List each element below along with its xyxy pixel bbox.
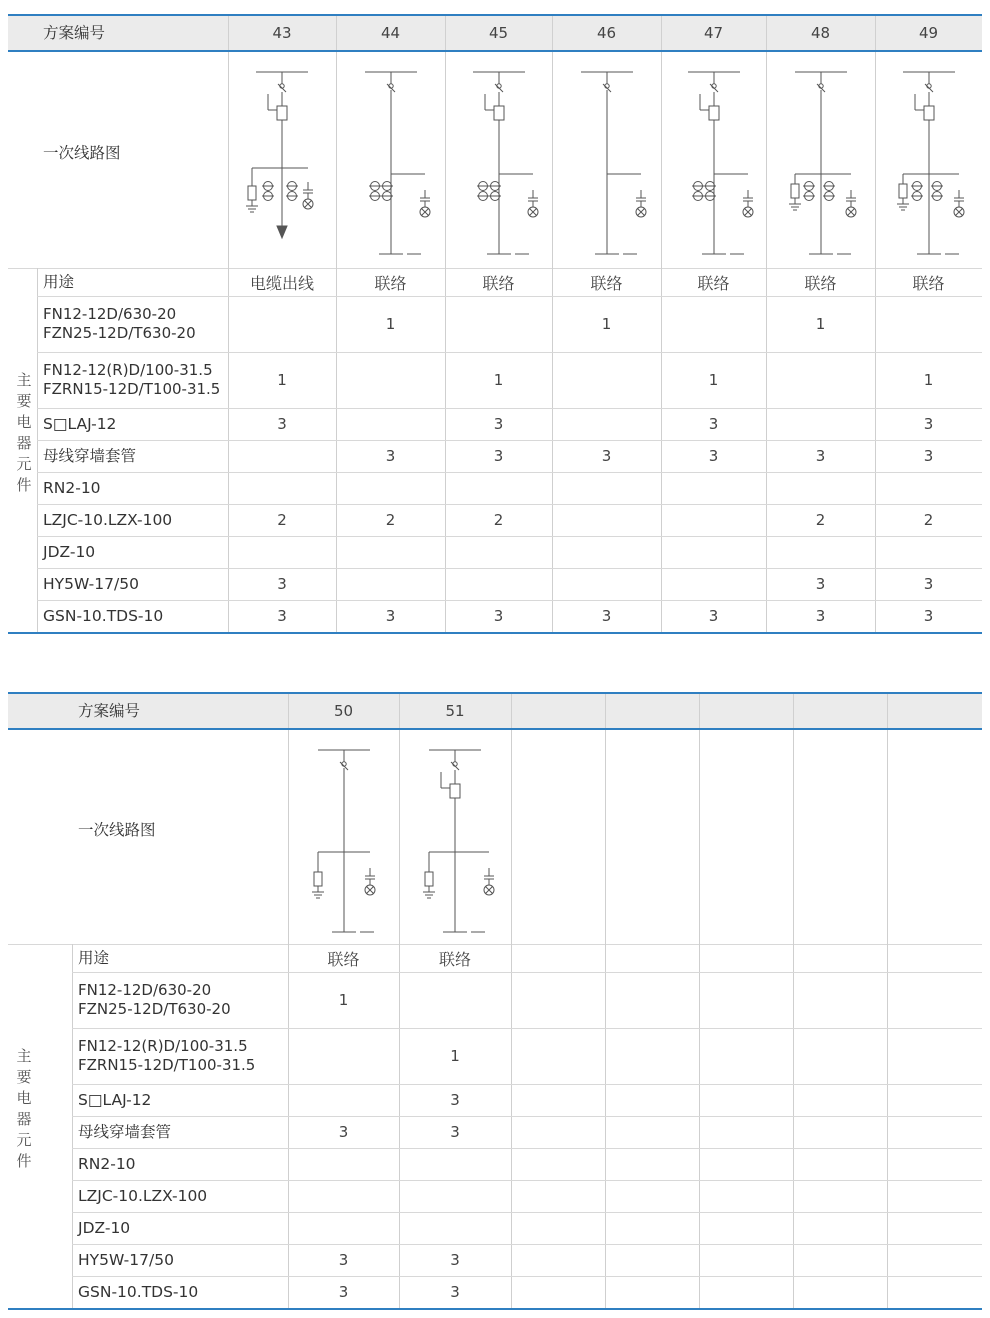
component-label-line: HY5W-17/50 (43, 574, 139, 593)
quantity-cell (699, 972, 793, 1028)
quantity-cell (288, 1180, 399, 1212)
quantity-cell (511, 1116, 605, 1148)
quantity-cell (887, 1180, 982, 1212)
quantity-cell: 3 (493, 415, 504, 433)
quantity-cell (288, 1084, 399, 1116)
quantity-cell (552, 536, 661, 568)
quantity-cell (605, 1212, 699, 1244)
quantity-cell (887, 1212, 982, 1244)
quantity-cell: 3 (815, 447, 826, 465)
component-label (78, 1028, 255, 1084)
quantity-cell: 3 (450, 1091, 460, 1109)
usage-cell (793, 944, 887, 972)
quantity-cell: 2 (815, 511, 826, 529)
quantity-cell: 3 (923, 415, 934, 433)
quantity-cell (445, 296, 552, 352)
quantity-cell (875, 536, 982, 568)
component-label-line: 用途 (43, 272, 75, 291)
quantity-cell (552, 568, 661, 600)
quantity-cell (699, 1116, 793, 1148)
component-label (43, 296, 196, 352)
quantity-cell: 1 (708, 371, 719, 389)
single-line-diagram-45 (444, 66, 554, 266)
component-label (43, 536, 95, 568)
quantity-cell: 3 (923, 607, 934, 625)
scheme-number-51: 51 (445, 702, 465, 720)
component-label-line: LZJC-10.LZX-100 (43, 510, 173, 529)
quantity-cell (699, 1084, 793, 1116)
quantity-cell: 1 (450, 1047, 460, 1065)
header-column-divider (288, 694, 289, 728)
quantity-cell: 3 (708, 415, 719, 433)
header-column-divider (605, 694, 606, 728)
component-label-line: 母线穿墙套管 (78, 1122, 172, 1141)
scheme-number-empty (793, 694, 887, 728)
scheme-number-label-text: 方案编号 (78, 701, 141, 720)
quantity-cell: 3 (277, 607, 287, 625)
scheme-number-empty (511, 694, 605, 728)
component-label (78, 1084, 151, 1116)
quantity-cell (605, 1180, 699, 1212)
quantity-cell (511, 1276, 605, 1308)
group-label-char: 元 (16, 455, 32, 473)
quantity-cell (288, 1148, 399, 1180)
quantity-cell (511, 1244, 605, 1276)
header-column-divider (661, 16, 662, 50)
component-label (78, 1180, 207, 1212)
group-label-char: 件 (16, 1152, 32, 1170)
quantity-cell (399, 1148, 511, 1180)
quantity-cell: 3 (493, 607, 504, 625)
quantity-cell: 1 (601, 315, 612, 333)
quantity-cell (661, 472, 766, 504)
component-label (43, 268, 74, 296)
component-label-line: FZN25-12D/T630-20 (43, 324, 196, 342)
quantity-cell: 3 (708, 447, 719, 465)
header-column-divider (875, 16, 876, 50)
quantity-cell (875, 472, 982, 504)
component-label (78, 944, 109, 972)
group-label-char: 主 (16, 371, 32, 389)
quantity-cell: 3 (708, 607, 719, 625)
scheme-number-empty (699, 694, 793, 728)
quantity-cell (766, 352, 875, 408)
usage-cell: 联络 (482, 273, 515, 293)
usage-cell: 联络 (697, 273, 730, 293)
component-label (78, 1148, 136, 1180)
quantity-cell: 1 (923, 371, 934, 389)
component-label-line: RN2-10 (78, 1154, 136, 1173)
quantity-cell (511, 1084, 605, 1116)
quantity-cell (661, 296, 766, 352)
quantity-cell (699, 1244, 793, 1276)
component-label-line: FN12-12(R)D/100-31.5 (43, 361, 213, 379)
header-column-divider (887, 694, 888, 728)
component-label (43, 600, 163, 632)
component-label-line: JDZ-10 (78, 1218, 131, 1237)
component-label-line: 母线穿墙套管 (43, 446, 137, 465)
quantity-cell: 3 (385, 607, 396, 625)
usage-cell: 联络 (804, 273, 837, 293)
usage-cell: 联络 (912, 273, 945, 293)
component-label-line: GSN-10.TDS-10 (43, 606, 164, 625)
single-line-diagram-48 (766, 66, 876, 266)
circuit-diagram-label-text: 一次线路图 (43, 143, 121, 162)
quantity-cell: 1 (338, 991, 349, 1009)
scheme-number-label (43, 16, 105, 50)
quantity-cell (605, 1148, 699, 1180)
quantity-cell (699, 1148, 793, 1180)
component-label (43, 504, 172, 536)
main-components-group-label (11, 370, 37, 496)
quantity-cell (699, 1028, 793, 1084)
quantity-cell (445, 568, 552, 600)
component-label-line: FN12-12D/630-20 (78, 981, 212, 999)
component-label-line: 用途 (78, 948, 110, 967)
quantity-cell (399, 972, 511, 1028)
quantity-cell: 3 (601, 447, 612, 465)
circuit-diagram-label (43, 52, 121, 254)
component-label (78, 972, 231, 1028)
quantity-cell (336, 408, 445, 440)
quantity-cell (793, 1148, 887, 1180)
quantity-cell (661, 568, 766, 600)
usage-cell: 电缆出线 (249, 273, 314, 293)
component-label-line: FN12-12(R)D/100-31.5 (78, 1037, 248, 1055)
scheme-number-empty (887, 694, 982, 728)
quantity-cell (399, 1180, 511, 1212)
quantity-cell: 3 (277, 575, 287, 593)
usage-cell (511, 944, 605, 972)
quantity-cell (605, 1084, 699, 1116)
circuit-diagram-label (78, 730, 156, 930)
component-label-line: GSN-10.TDS-10 (78, 1282, 199, 1301)
component-label (78, 1212, 130, 1244)
component-label (43, 472, 101, 504)
quantity-cell (228, 472, 336, 504)
component-label (78, 1276, 198, 1308)
quantity-cell: 3 (277, 415, 287, 433)
group-label-char: 器 (16, 434, 32, 452)
component-label (43, 440, 136, 472)
group-column-divider (37, 268, 38, 632)
single-line-diagram-46 (552, 66, 662, 266)
quantity-cell: 3 (385, 447, 396, 465)
quantity-cell (699, 1212, 793, 1244)
table-bottom-rule (8, 1308, 982, 1310)
usage-cell (605, 944, 699, 972)
quantity-cell (793, 1028, 887, 1084)
scheme-number-45: 45 (488, 24, 509, 42)
header-column-divider (793, 694, 794, 728)
quantity-cell (552, 472, 661, 504)
quantity-cell (605, 1116, 699, 1148)
quantity-cell (766, 536, 875, 568)
quantity-cell (887, 1276, 982, 1308)
component-label (43, 568, 139, 600)
single-line-diagram-51 (400, 744, 510, 944)
quantity-cell: 2 (923, 511, 934, 529)
quantity-cell: 3 (338, 1123, 349, 1141)
quantity-cell (661, 504, 766, 536)
quantity-cell: 3 (923, 575, 934, 593)
usage-cell (887, 944, 982, 972)
quantity-cell (605, 1276, 699, 1308)
quantity-cell: 2 (493, 511, 504, 529)
quantity-cell (445, 472, 552, 504)
single-line-diagram-49 (874, 66, 984, 266)
quantity-cell (793, 972, 887, 1028)
quantity-cell: 3 (338, 1283, 349, 1301)
scheme-number-43: 43 (272, 24, 292, 42)
scheme-number-50: 50 (333, 702, 354, 720)
quantity-cell (336, 536, 445, 568)
quantity-cell: 3 (601, 607, 612, 625)
quantity-cell (793, 1244, 887, 1276)
scheme-table-2 (8, 692, 982, 1310)
quantity-cell (793, 1116, 887, 1148)
component-label-line: RN2-10 (43, 478, 101, 497)
usage-cell: 联络 (327, 949, 360, 969)
main-components-group-label (11, 1046, 37, 1172)
quantity-cell: 2 (277, 511, 287, 529)
quantity-cell (511, 1212, 605, 1244)
quantity-cell (445, 536, 552, 568)
quantity-cell (887, 1116, 982, 1148)
usage-cell: 联络 (438, 949, 471, 969)
quantity-cell (699, 1180, 793, 1212)
header-column-divider (228, 16, 229, 50)
header-column-divider (699, 694, 700, 728)
component-label (43, 352, 220, 408)
component-label-line: FZRN15-12D/T100-31.5 (43, 380, 221, 398)
quantity-cell (511, 1180, 605, 1212)
quantity-cell (552, 408, 661, 440)
scheme-number-44: 44 (380, 24, 401, 42)
quantity-cell (511, 1028, 605, 1084)
usage-cell (699, 944, 793, 972)
group-label-char: 电 (16, 413, 32, 431)
quantity-cell (875, 296, 982, 352)
quantity-cell (336, 472, 445, 504)
quantity-cell (552, 504, 661, 536)
quantity-cell (887, 972, 982, 1028)
quantity-cell (887, 1028, 982, 1084)
component-label (43, 408, 116, 440)
header-column-divider (552, 16, 553, 50)
quantity-cell: 3 (815, 607, 826, 625)
quantity-cell (288, 1212, 399, 1244)
component-label-line: LZJC-10.LZX-100 (78, 1186, 208, 1205)
quantity-cell (793, 1180, 887, 1212)
quantity-cell: 3 (338, 1251, 349, 1269)
quantity-cell (511, 972, 605, 1028)
quantity-cell (228, 536, 336, 568)
quantity-cell: 1 (277, 371, 287, 389)
header-rule (8, 50, 982, 52)
component-label-line: S□LAJ-12 (43, 414, 117, 433)
group-column-divider (72, 944, 73, 1308)
quantity-cell: 3 (450, 1251, 460, 1269)
scheme-number-46: 46 (596, 24, 617, 42)
quantity-cell (766, 408, 875, 440)
single-line-diagram-43 (227, 66, 337, 266)
scheme-number-empty (605, 694, 699, 728)
quantity-cell (887, 1148, 982, 1180)
scheme-number-48: 48 (810, 24, 831, 42)
single-line-diagram-50 (289, 744, 399, 944)
quantity-cell (511, 1148, 605, 1180)
quantity-cell (605, 1028, 699, 1084)
quantity-cell: 3 (450, 1283, 460, 1301)
quantity-cell (793, 1212, 887, 1244)
header-column-divider (511, 694, 512, 728)
quantity-cell (336, 352, 445, 408)
quantity-cell (661, 536, 766, 568)
scheme-number-49: 49 (918, 24, 939, 42)
group-label-char: 要 (16, 392, 32, 410)
quantity-cell: 1 (815, 315, 826, 333)
quantity-cell (766, 472, 875, 504)
component-label (78, 1116, 171, 1148)
group-label-char: 元 (16, 1131, 32, 1149)
scheme-number-47: 47 (703, 24, 724, 42)
scheme-number-label-text: 方案编号 (43, 23, 106, 42)
usage-cell: 联络 (590, 273, 623, 293)
quantity-cell: 1 (493, 371, 504, 389)
quantity-cell (288, 1028, 399, 1084)
component-label-line: HY5W-17/50 (78, 1250, 174, 1269)
quantity-cell (699, 1276, 793, 1308)
quantity-cell (605, 1244, 699, 1276)
quantity-cell (605, 972, 699, 1028)
quantity-cell: 3 (815, 575, 826, 593)
quantity-cell (793, 1276, 887, 1308)
table-bottom-rule (8, 632, 982, 634)
usage-cell: 联络 (374, 273, 407, 293)
component-label (78, 1244, 174, 1276)
group-label-char: 要 (16, 1068, 32, 1086)
single-line-diagram-47 (659, 66, 769, 266)
header-column-divider (445, 16, 446, 50)
quantity-cell (887, 1244, 982, 1276)
group-label-char: 件 (16, 476, 32, 494)
circuit-diagram-label-text: 一次线路图 (78, 820, 156, 839)
quantity-cell (399, 1212, 511, 1244)
quantity-cell: 3 (450, 1123, 460, 1141)
component-label-line: FZN25-12D/T630-20 (78, 1000, 231, 1018)
quantity-cell: 1 (385, 315, 396, 333)
quantity-cell: 3 (923, 447, 934, 465)
quantity-cell (228, 296, 336, 352)
group-label-char: 器 (16, 1110, 32, 1128)
component-label-line: FN12-12D/630-20 (43, 305, 177, 323)
quantity-cell (336, 568, 445, 600)
scheme-table-1 (8, 14, 982, 634)
component-label-line: JDZ-10 (43, 542, 96, 561)
quantity-cell (887, 1084, 982, 1116)
group-label-char: 主 (16, 1047, 32, 1065)
quantity-cell: 3 (493, 447, 504, 465)
component-label-line: FZRN15-12D/T100-31.5 (78, 1056, 256, 1074)
quantity-cell (552, 352, 661, 408)
quantity-cell: 2 (385, 511, 396, 529)
group-label-char: 电 (16, 1089, 32, 1107)
header-column-divider (766, 16, 767, 50)
header-column-divider (399, 694, 400, 728)
quantity-cell (793, 1084, 887, 1116)
scheme-number-label (78, 694, 140, 728)
quantity-cell (228, 440, 336, 472)
header-column-divider (336, 16, 337, 50)
component-label-line: S□LAJ-12 (78, 1090, 152, 1109)
single-line-diagram-44 (336, 66, 446, 266)
